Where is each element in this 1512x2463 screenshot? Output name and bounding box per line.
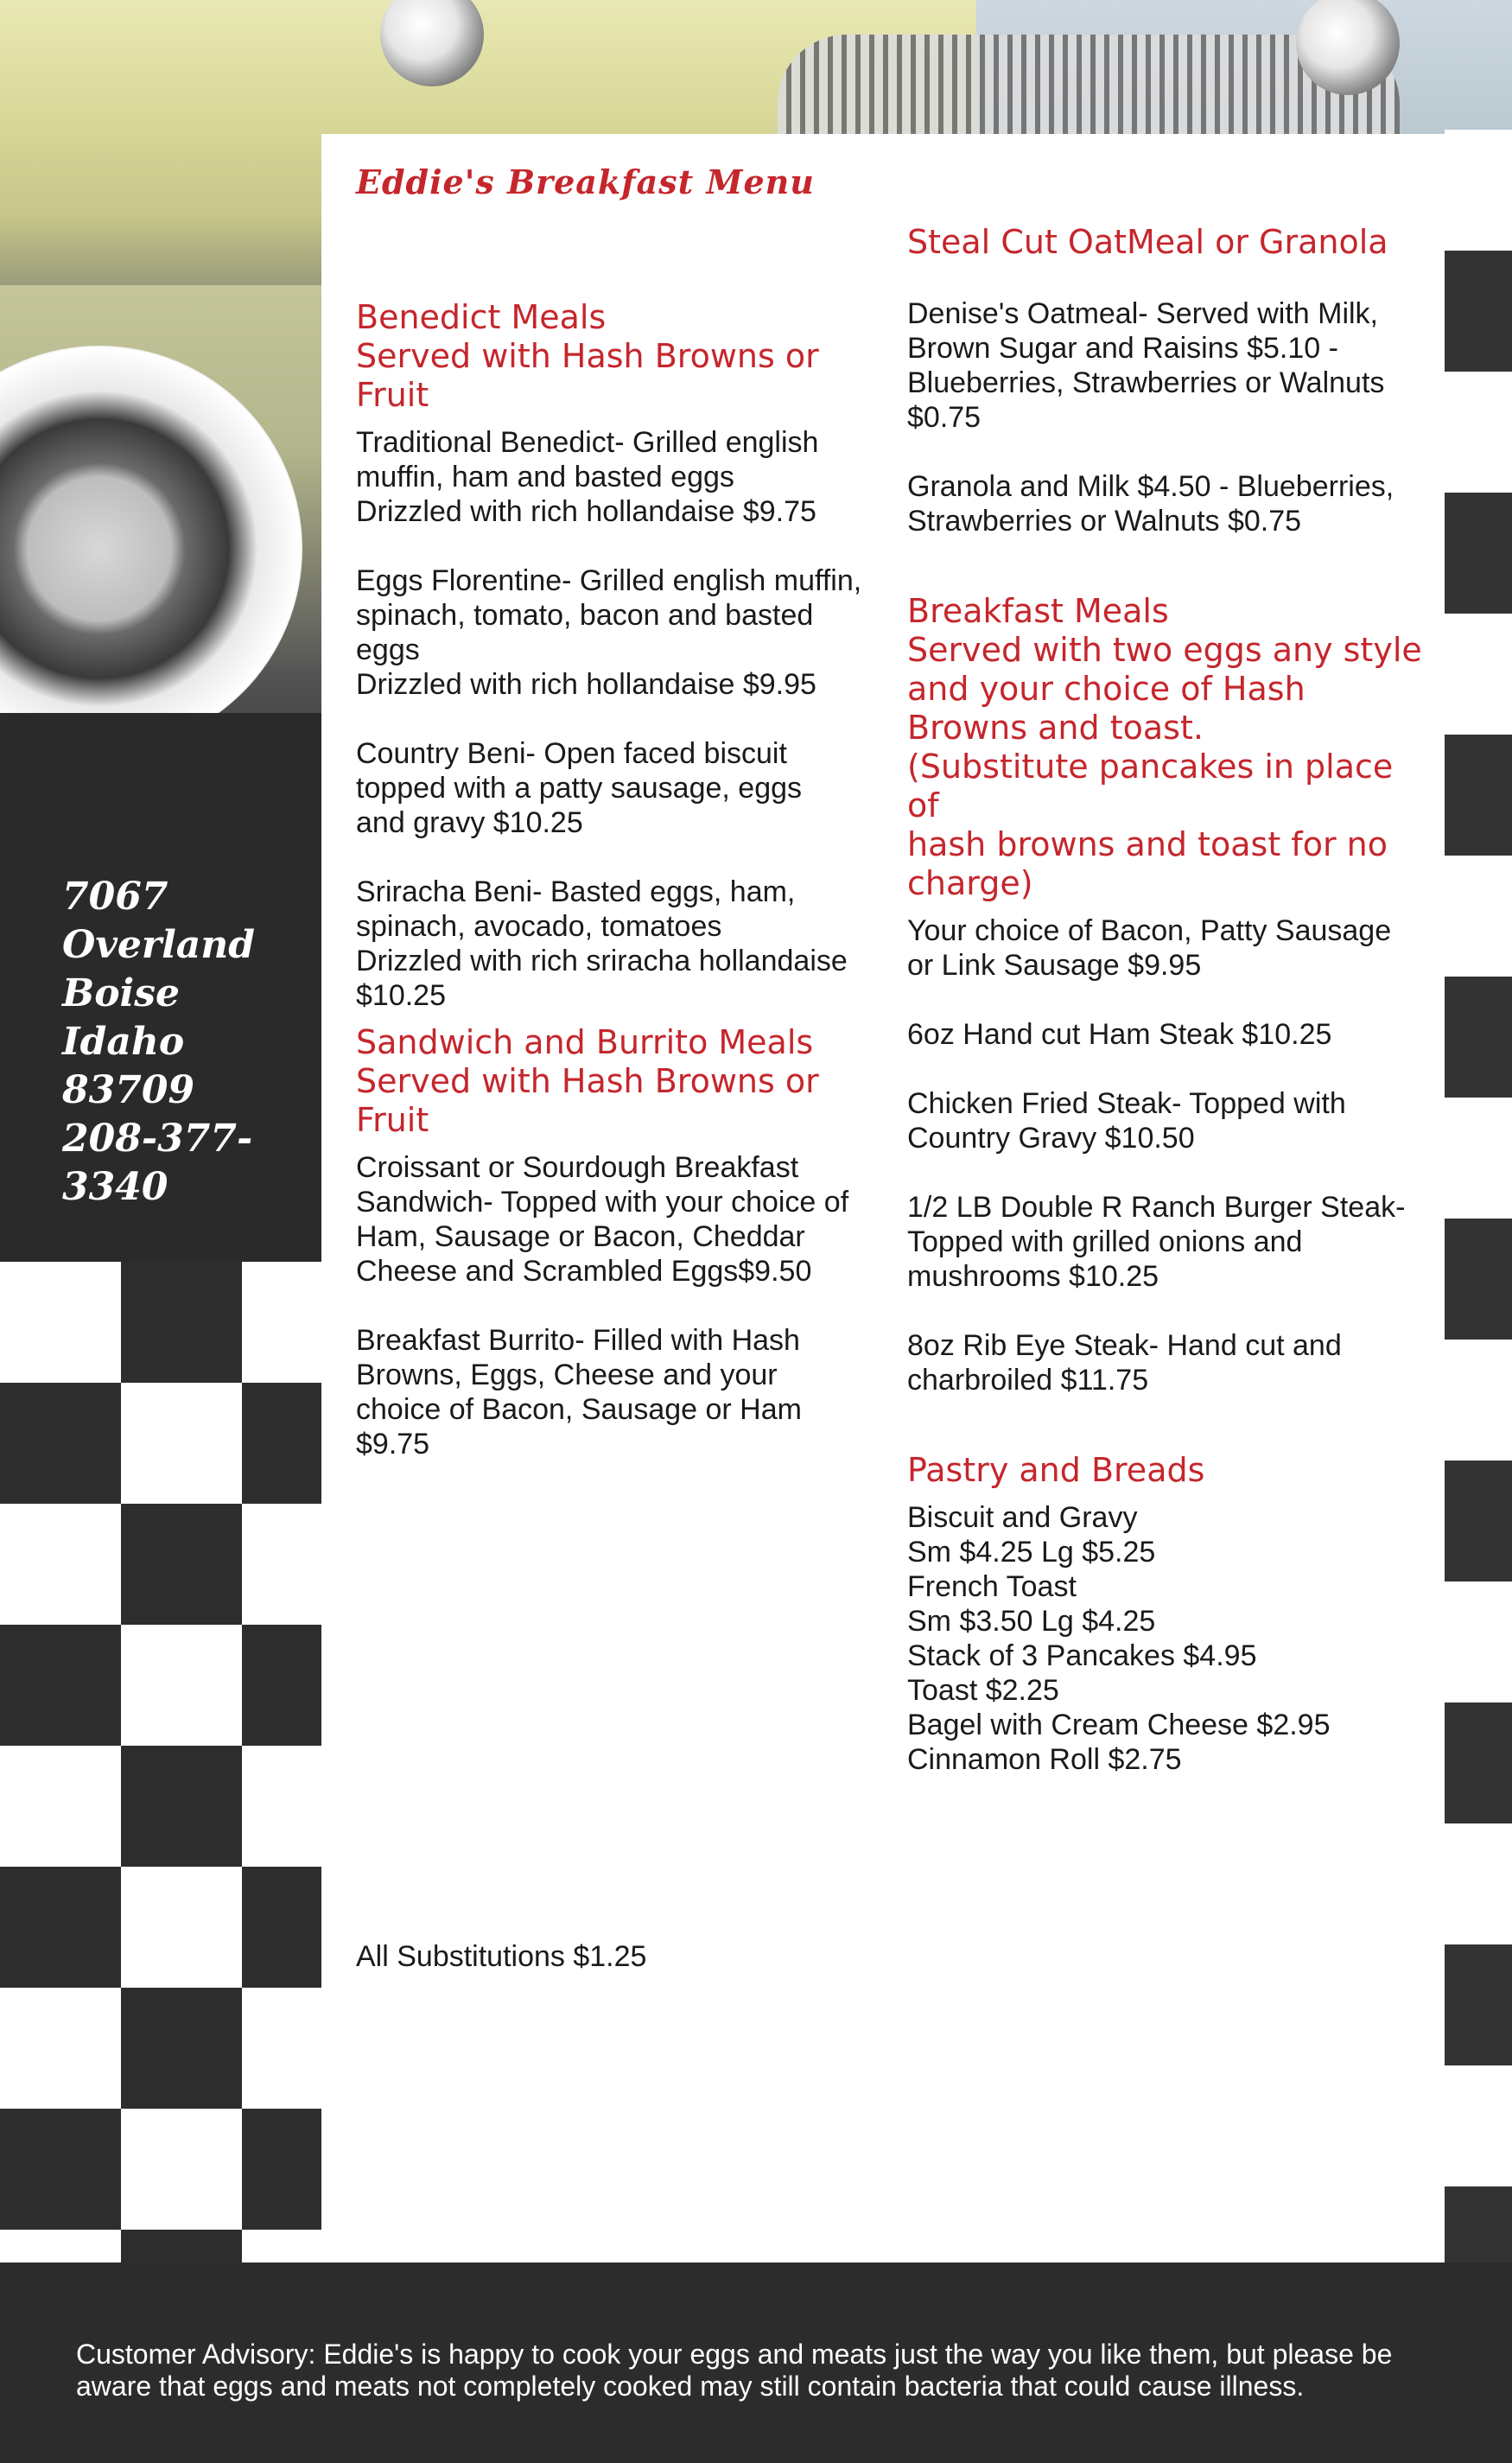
menu-item: 6oz Hand cut Ham Steak $10.25 (907, 1018, 1332, 1051)
section-heading: charge) (907, 864, 1033, 902)
address-line: Boise Idaho (62, 971, 185, 1064)
menu-item: Breakfast Burrito- Filled with Hash Browns, Eggs, Cheese and your choice of Bacon, Sausage or Ham $9.75 (356, 1324, 802, 1461)
menu-title: Eddie's Breakfast Menu (356, 162, 815, 201)
address-line: Overland (62, 923, 256, 967)
menu-item: Chicken Fried Steak- Topped with Country Gravy $10.50 (907, 1087, 1346, 1155)
section-heading: Served with Hash Browns or (356, 1062, 819, 1100)
menu-item: Your choice of Bacon, Patty Sausage or Link Sausage $9.95 (907, 914, 1392, 982)
menu-item: Croissant or Sourdough Breakfast Sandwich- Topped with your choice of Ham, Sausage or Bacon, Cheddar Cheese and Scrambled Eggs$9.50 (356, 1151, 849, 1288)
customer-advisory: Customer Advisory: Eddie's is happy to cook your eggs and meats just the way you like them, but please be aware that eggs and meats not completely cooked may still contain bacteria that could cause illness. (76, 2339, 1393, 2402)
address-line: 83709 (62, 1068, 195, 1112)
section-heading: Browns and toast. (907, 709, 1204, 747)
checkered-flag-right (1445, 130, 1512, 2264)
substitutions-note: All Substitutions $1.25 (356, 1940, 647, 1973)
checkered-flag-left (0, 1262, 321, 2264)
menu-item: Country Beni- Open faced biscuit topped with a patty sausage, eggs and gravy $10.25 (356, 737, 803, 839)
menu-item: Eggs Florentine- Grilled english muffin, spinach, tomato, bacon and basted eggs Drizzled with rich hollandaise $9.95 (356, 564, 862, 701)
section-heading: and your choice of Hash (907, 670, 1306, 708)
section-heading: Fruit (356, 1101, 429, 1139)
section-heading: Served with Hash Browns or (356, 337, 819, 375)
section-pastry-breads (907, 1451, 1434, 1777)
menu-item: Denise's Oatmeal- Served with Milk, Brown Sugar and Raisins $5.10 - Blueberries, Strawberries or Walnuts $0.75 (907, 297, 1385, 434)
section-heading: Breakfast Meals (907, 592, 1169, 630)
menu-item: Traditional Benedict- Grilled english muffin, ham and basted eggs Drizzled with rich hollandaise $9.75 (356, 426, 819, 528)
section-heading: hash browns and toast for no (907, 825, 1388, 863)
address-line: 3340 (62, 1165, 168, 1209)
section-heading: Fruit (356, 376, 429, 414)
section-sandwich-burrito-meals (356, 1023, 874, 1461)
section-heading: Steal Cut OatMeal or Granola (907, 223, 1388, 261)
section-heading: Sandwich and Burrito Meals (356, 1023, 814, 1061)
section-oatmeal-granola (907, 223, 1434, 538)
restaurant-address (62, 873, 313, 1212)
address-line: 7067 (62, 875, 168, 919)
menu-column-right (907, 223, 1434, 1777)
section-heading: (Substitute pancakes in place of (907, 748, 1394, 824)
menu-item: 1/2 LB Double R Ranch Burger Steak- Topped with grilled onions and mushrooms $10.25 (907, 1191, 1406, 1293)
headlight-left-image (380, 0, 484, 86)
address-line: 208-377- (62, 1117, 253, 1161)
menu-column-left (356, 298, 874, 1461)
section-heading: Served with two eggs any style (907, 631, 1422, 669)
section-heading: Pastry and Breads (907, 1451, 1205, 1489)
menu-item: Biscuit and Gravy Sm $4.25 Lg $5.25 French Toast Sm $3.50 Lg $4.25 Stack of 3 Pancakes $4.95 Toast $2.25 Bagel with Cream Cheese $2.95 Cinnamon Roll $2.75 (907, 1501, 1331, 1776)
section-benedict-meals (356, 298, 874, 1013)
section-breakfast-meals (907, 592, 1434, 1397)
section-heading: Benedict Meals (356, 298, 607, 336)
menu-item: 8oz Rib Eye Steak- Hand cut and charbroiled $11.75 (907, 1329, 1342, 1397)
menu-item: Granola and Milk $4.50 - Blueberries, Strawberries or Walnuts $0.75 (907, 470, 1394, 538)
menu-item: Sriracha Beni- Basted eggs, ham, spinach, avocado, tomatoes Drizzled with rich sriracha hollandaise $10.25 (356, 875, 848, 1012)
